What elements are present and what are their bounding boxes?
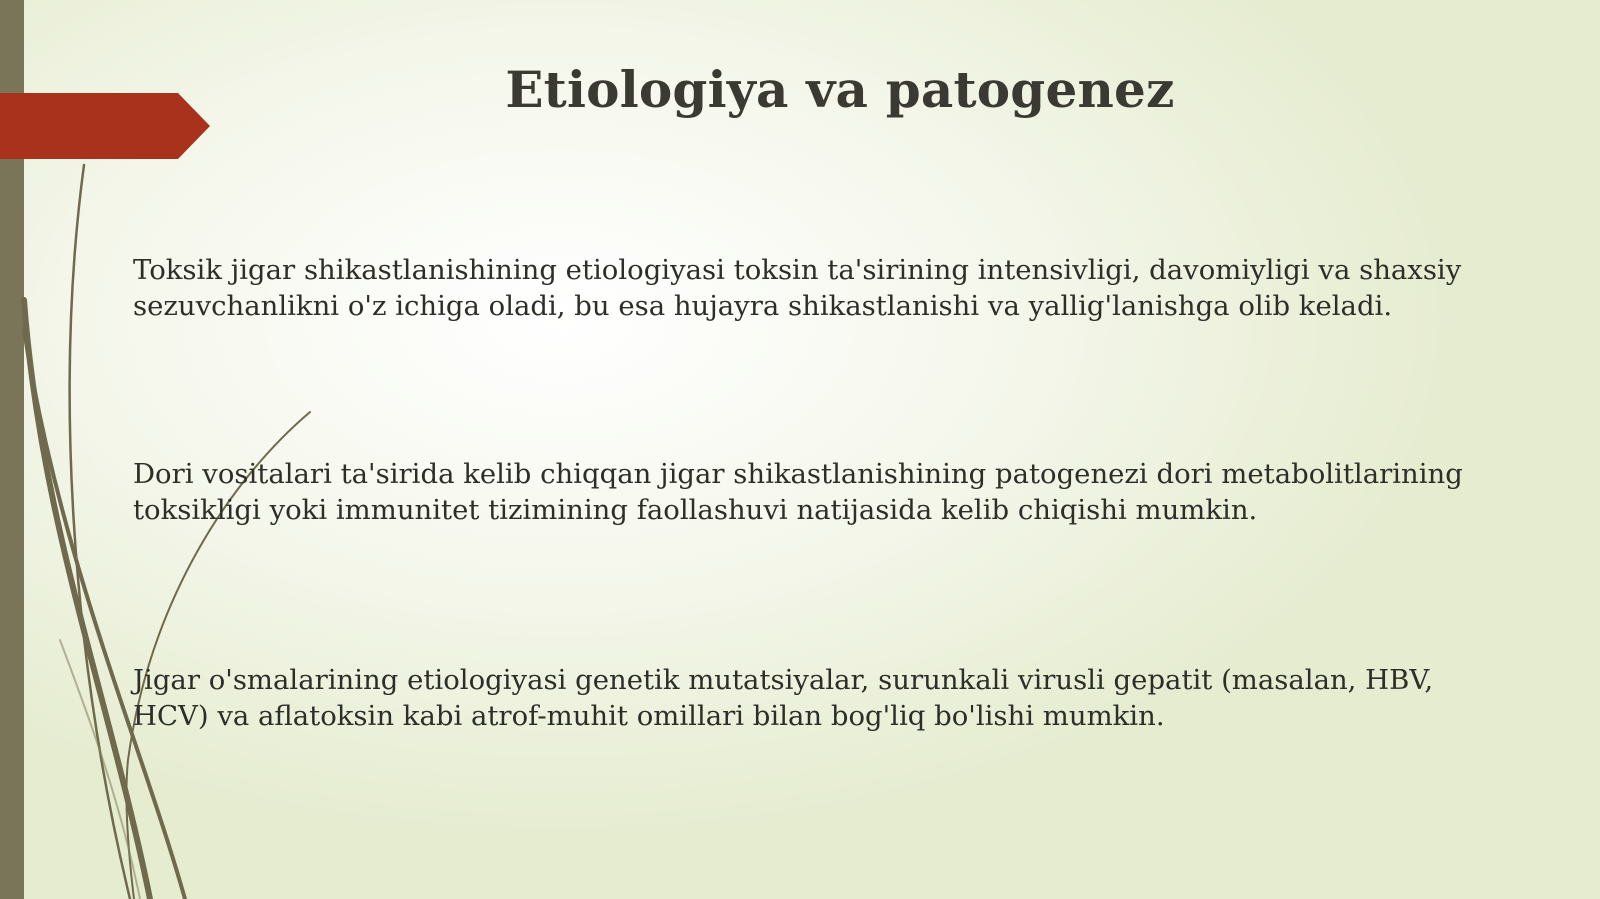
- paragraph-pathogenesis-drug: Dori vositalari ta'sirida kelib chiqqan jigar shikastlanishining patogenezi dori metabolitlarining toksikligi yoki immunitet tizimining faollashuvi natijasida kelib chiqishi mumkin.: [133, 458, 1463, 526]
- paragraph-etiology-toxic: Toksik jigar shikastlanishining etiologiyasi toksin ta'sirining intensivligi, davomiyligi va shaxsiy sezuvchanlikni o'z ichiga oladi, bu esa hujayra shikastlanishi va yallig'lanishga olib keladi.: [133, 254, 1462, 322]
- red-arrow-tab: [0, 93, 210, 159]
- paragraph-etiology-tumors: Jigar o'smalarining etiologiyasi genetik mutatsiyalar, surunkali virusli gepatit (masalan, HBV, HCV) va aflatoksin kabi atrof-muhit omillari bilan bog'liq bo'lishi mumkin.: [133, 664, 1434, 732]
- slide-title: Etiologiya va patogenez: [505, 60, 1175, 119]
